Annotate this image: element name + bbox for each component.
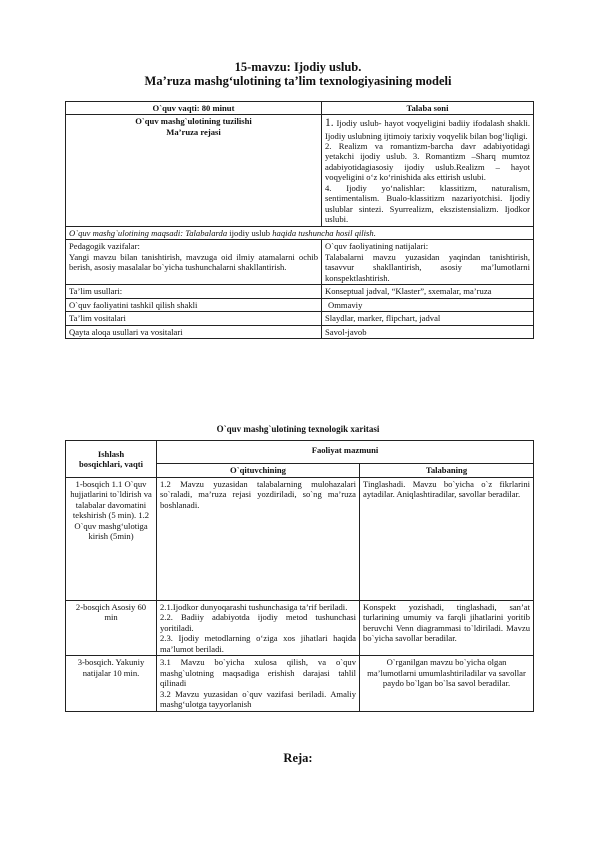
plan-item-1-number: 1. [325,117,334,130]
student-count-cell: Talaba soni [322,102,534,115]
feedback-value: Savol-javob [322,325,534,338]
table-row [66,240,534,285]
table-row [66,226,534,239]
goal-text-c: haqida tushuncha hosil qilish. [270,227,376,238]
study-time-cell: O`quv vaqti: 80 minut [66,102,322,115]
table-row [66,656,534,711]
stage-1-students: Tinglashadi. Mavzu bo`yicha o`z fikrlarini aytadilar. Aniqlashtiradilar, savollar beradilar. [360,477,534,600]
stages-header [66,441,157,478]
form-label: O`quv faoliyatini tashkil qilish shakli [66,298,322,311]
table-row [66,102,534,115]
stage-1-teacher: 1.2 Mavzu yuzasidan talabalarning mulohazalari so`raladi, ma’ruza rejasi yozdiriladi, so`ng ma’ruza boshlanadi. [157,477,360,600]
structure-label: O`quv mashg`ulotining tuzilishi [135,116,252,127]
lecture-model-table [65,101,534,339]
goal-text-b: ijodiy uslub [229,227,271,238]
stages-header-line-1: Ishlash [97,448,125,459]
stage-2-teacher-item-1: 2.1.Ijodkor dunyoqarashi tushunchasiga ta’rif beriladi. [160,601,348,612]
technology-map-title: O`quv mashg`ulotining texnologik xaritasi [216,424,380,434]
plan-item-1: Ijodiy uslub- hayot voqyeligini badiiy ifodalash shakli. Ijodiy uslubning ijtimoiy tarixiy voqyelik bilan bog‘liqligi. [325,118,530,141]
stage-2-cell: 2-bosqich Asosiy 60 min [66,600,157,655]
pedagogic-tasks-text: Yangi mavzu bilan tanishtirish, mavzuga oid ilmiy atamalarni ochib berish, asosiy masalalar bo`yicha tushunchalarni shakllantirish. [69,251,318,273]
methods-label: Ta’lim usullari: [66,285,322,298]
table-row [66,325,534,338]
students-header: Talabaning [360,464,534,477]
form-value: Ommaviy [322,298,534,311]
pedagogic-tasks-cell [66,240,322,285]
stage-3-teacher-item-2: 3.2 Mavzu yuzasidan o`quv vazifasi beriladi. Amaliy mashg‘ulotga tayyorlanish [160,688,356,710]
lecture-subtitle: Ma’ruza mashg‘ulotining ta’lim texnologiyasining modeli [144,74,452,88]
lecture-plan-cell [322,115,534,226]
learning-results-text: Talabalarni mavzu yuzasidan yaqindan tanishtirish, tasavvur shakllantirish, asosiy ma’lumotlarni konspektlashtirish. [325,251,530,283]
table-row [66,441,534,464]
stage-2-teacher-item-2: 2.2. Badiiy adabiyotda ijodiy metod tushunchasi yoritiladi. [160,612,356,633]
table-row [66,477,534,600]
table-row [66,298,534,311]
means-value: Slaydlar, marker, flipchart, jadval [322,312,534,325]
stage-3-teacher-item-1: 3.1 Mavzu bo`yicha xulosa qilish, va o`quv mashg`ulotning maqsadiga erishish darajasi tahlil qilinadi [160,657,356,689]
structure-cell [66,115,322,226]
plan-item-2: 2. Realizm va romantizm-barcha davr adabiyotidagi yetakchi ijodiy uslub. 3. Romantizm –Sharq mumtoz adabiyotidagiasosiy ijodiy uslub.Realizm – hayot voqyeligini o‘z ko‘rinishida aks ettirish uslubi. [325,140,530,183]
methods-value: Konseptual jadval, “Klaster”, sxemalar, ma’ruza [322,285,534,298]
table-row [66,312,534,325]
goal-cell [66,226,534,239]
stage-3-cell: 3-bosqich. Yakuniy natijalar 10 min. [66,656,157,711]
plan-item-4: 4. Ijodiy yo‘nalishlar: klassitizm, naturalism, sentimentalism. Bualo-klassitizm nazariyotchisi. Ijodiy uslublar sintezi. Syurrealizm, ekszistensializm. Ijodkor uslubi. [325,182,530,225]
plan-heading: Reja: [283,751,313,765]
stage-3-students: O`rganilgan mavzu bo`yicha olgan ma’lumotlarni umumlashtiriladilar va savollar paydo bo`lgan bo`lsa savol beradilar. [360,656,534,711]
plan-label: Ma’ruza rejasi [166,126,221,137]
learning-results-title: O`quv faoliyatining natijalari: [325,241,429,252]
goal-text-a: O`quv mashg`ulotining maqsadi: Talabalarda [69,227,230,238]
lecture-title: 15-mavzu: Ijodiy uslub. [234,60,362,74]
learning-results-cell [322,240,534,285]
means-label: Ta’lim vositalari [66,312,322,325]
stage-1-cell: 1-bosqich 1.1 O`quv hujjatlarini to`ldirish va talabalar davomatini tekshirish (5 min). 1.2 O`quv mashg‘ulotiga kirish (5min) [66,477,157,600]
activity-header: Faoliyat mazmuni [157,441,534,464]
stages-header-line-2: bosqichlari, vaqti [79,458,143,469]
stage-3-teacher [157,656,360,711]
table-row [66,285,534,298]
stage-2-teacher-item-3: 2.3. Ijodiy metodlarning o‘ziga xos jihatlari haqida ma’lumot beriladi. [160,633,356,654]
stage-2-teacher [157,600,360,655]
table-row [66,600,534,655]
stage-2-students: Konspekt yozishadi, tinglashadi, san’at turlarining umumiy va farqli jihatlarini yoritib beruvchi Venn diagrammasi to`ldiriladi. Mavzu bo`yicha savollar beradilar. [360,600,534,655]
teacher-header: O`qituvchining [157,464,360,477]
table-row [66,115,534,226]
feedback-label: Qayta aloqa usullari va vositalari [66,325,322,338]
technology-map-table [65,440,534,712]
pedagogic-tasks-title: Pedagogik vazifalar: [69,241,140,252]
